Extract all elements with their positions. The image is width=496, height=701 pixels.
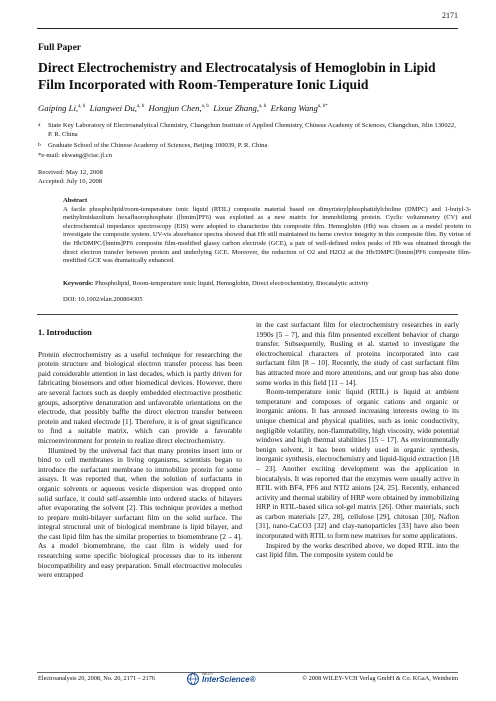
author-name: Hongjun Chen, [148,103,202,113]
affiliation-text: Graduate School of the Chinese Academy of Sciences, Beijing 100039, P. R. China [48,142,268,149]
keywords [63,280,471,287]
author-affiliation-mark: a, b [78,104,86,110]
author-name: Liangwei Du, [89,103,137,113]
author-list [38,103,458,113]
paragraph: Inspired by the works described above, we doped RTIL into the cast lipid film. The composite system could be [256,540,459,560]
interscience-logo [186,672,256,686]
received-date: Received: May 12, 2008 [38,169,103,176]
doi[interactable]: DOI: 10.1002/elan.200804305 [63,296,143,303]
right-column [256,320,459,560]
footer-citation: Electroanalysis 20, 2008, No. 20, 2171 – 2176 [38,675,156,682]
logo-big-text: InterScience® [202,675,256,684]
article-title: Direct Electrochemistry and Electrocatalysis of Hemoglobin in Lipid Film Incorporated with Room-Temperature Ionic Liquid [38,60,436,92]
abstract-text: A facile phospholipid/room-temperature ionic liquid (RTIL) composite material based on dimyristoylphosphatidylcholine (DMPC) and 1-butyl-3-methylimidazolium hexafluorophosphate ([bmim]PF6) was exploited as a new matrix for immobilizing protein. Cyclic voltammetry (CV) and electrochemical impedance spectroscopy (EIS) were adopted to characterize this composite film. Hemoglobin (Hb) was chosen as a model protein to investigate the composite system. UV-vis absorbance spectra showed that Hb still maintained its heme crevice integrity in this composite film. By virtue of the Hb/DMPC/[bmim]PF6 composite film-modified glassy carbon electrode (GCE), a pair of well-defined redox peaks of Hb was obtained through the direct electron transfer between protein and underlying GCE. Moreover, the reduction of O2 and H2O2 at the Hb/DMPC/[bmim]PF6 composite film-modified GCE was dramatically enhanced. [63,205,471,265]
logo-small-text: WILEY [202,672,214,676]
author-name: Erkang Wang [270,103,318,113]
affiliation-text: State Key Laboratory of Electroanalytical Chemistry, Changchun Institute of Applied Chemistry, Chinese Academy of Sciences, Changchun, Jilin 130022, P. R. China [48,122,456,138]
footer-copyright: © 2008 WILEY-VCH Verlag GmbH & Co. KGaA, Weinheim [302,675,458,682]
footer-rule [37,672,458,673]
paragraph: Room-temperature ionic liquid (RTIL) is liquid at ambient temperature and composes of organic cations and organic or inorganic anions. It has aroused increasing interests owing to its unique chemical and physical qualities, such as ionic conductivity, negligible volatility, non-flammability, high viscosity, wide potential windows and high thermal stabilities [15 – 17]. As environmentally benign solvent, it has been widely used in organic synthesis, inorganic synthesis, electrochemistry and liquid-liquid extraction [18 – 23]. Another exciting development was the application in biocatalysis. It was reported that the enzymes were usually active in RTIL with BF4, PF6 and NTf2 anions [24, 25]. Recently, enhanced activity and thermal stability of HRP were obtained by immobilizing HRP in RTIL-based silica sol-gel matrix [26]. Other materials, such as carbon materials [27, 28], cellulose [29], chitosan [30], Nafion [31], nano-CaCO3 [32] and clay-nanoparticles [33] have also been incorporated with RTIL to form new matrixes for some applications. [256,387,459,541]
paragraph: Illumined by the universal fact that many proteins insert into or bind to cell membranes in living organisms, scientists began to introduce the surfactant membrane to immobilize protein for some assays. It was reported that, when the solution of surfactants in organic solvents or aqueous vesicle dispersion was dropped onto solid surface, it could self-assemble into ordered stacks of bilayers after evaporating the solvent [2]. This technique provides a method to prepare multi-bilayer surfactant film on the solid surface. The integral structural unit of biological membrane is lipid bilayer, and the cast lipid film has the similar properties to biomembrane [2 – 4]. As a model biomembrane, the cast film is widely used for researching some specific biological processes due to its inherent biocompatibility and easy preparation. Small electroactive molecules were entrapped [38,445,242,580]
author-affiliation-mark: a, b [201,104,209,110]
affiliation-mark: b [38,142,41,148]
author-name: Lixue Zhang, [213,103,260,113]
keywords-label: Keywords: [63,280,94,287]
page-number: 2171 [442,11,458,20]
corresponding-email[interactable]: *e-mail: ekwang@ciac.jl.cn [38,152,112,159]
accepted-date: Accepted: July 10, 2008 [38,178,103,185]
affiliation-a [38,121,460,139]
affiliation-b [38,141,460,150]
top-rule [37,28,458,29]
abstract [63,197,471,266]
author-affiliation-mark: a, b [136,104,145,110]
left-column [38,320,242,580]
affiliation-mark: a [38,122,41,128]
paragraph: Protein electrochemistry as a useful technique for researching the protein structure and biological electron transfer process has been paid considerable attention in last decades, which is partly driven for fabricating biosensors and other biomedical devices. However, there are several factors such as deeply embedded electroactive prosthetic groups, adsorptive denaturation and unfavorable orientations on the electrode, that possibly baffle the direct electron transfer between protein and naked electrode [1]. Therefore, it is of great significance to find a suitable matrix, which can provide a favorable microenvironment for protein to realize direct electrochemistry. [38,349,242,445]
globe-icon [186,672,200,686]
keywords-text: Phospholipid, Room-temperature ionic liquid, Hemoglobin, Direct electrochemistry, Biocatalytic activity [94,280,369,287]
section-label: Full Paper [38,43,82,53]
author-affiliation-mark: a, b* [317,104,328,110]
author-affiliation-mark: a, b [259,104,267,110]
abstract-heading: Abstract [63,197,88,204]
section-rule [37,314,458,315]
intro-heading: 1. Introduction [38,328,92,337]
paragraph: in the cast surfactant film for electrochemistry researches in early 1990s [5 – 7], and this film presented excellent behavior of charge transfer. Subsequently, Rusling et al. started to investigate the electrochemical characters of proteins incorporated into cast surfactant film [8 – 10]. Recently, the study of cast surfactant film has attracted more and more attentions, and our group has also done some works in this field [11 – 14]. [256,320,459,387]
author-name: Gaiping Li, [38,103,79,113]
